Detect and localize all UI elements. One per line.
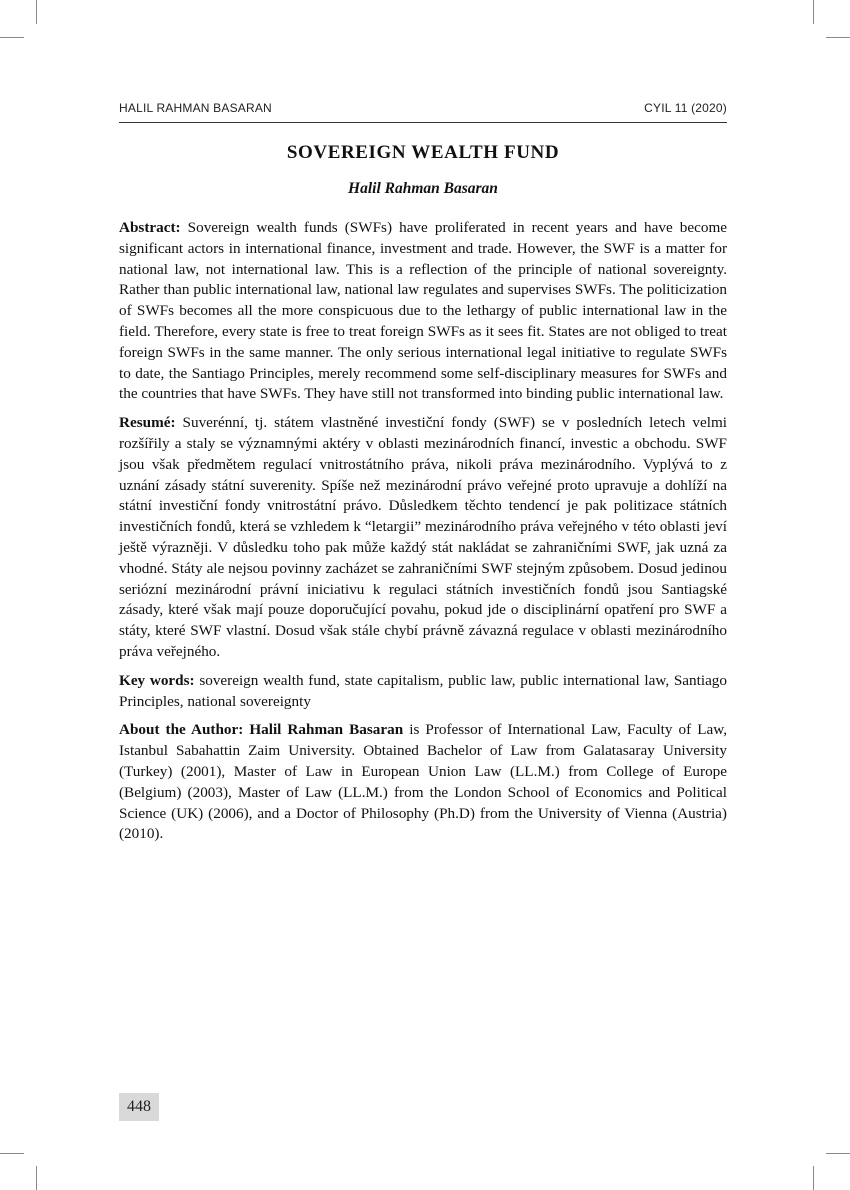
about-author-label: About the Author: Halil Rahman Basaran bbox=[119, 721, 404, 739]
running-header-journal: CYIL 11 (2020) bbox=[644, 101, 727, 115]
crop-mark-top-left-v bbox=[36, 0, 37, 24]
about-author-paragraph bbox=[119, 720, 727, 845]
keywords-text: sovereign wealth fund, state capitalism, public law, public international law, Santiago Principles, national sovereignty bbox=[119, 671, 727, 710]
running-header-author: HALIL RAHMAN BASARAN bbox=[119, 101, 272, 115]
crop-mark-bottom-left-h bbox=[0, 1153, 24, 1154]
crop-mark-top-right-h bbox=[826, 37, 850, 38]
crop-mark-bottom-right-h bbox=[826, 1153, 850, 1154]
crop-mark-top-left-h bbox=[0, 37, 24, 38]
abstract-text: Sovereign wealth funds (SWFs) have proliferated in recent years and have become significant actors in international finance, investment and trade. However, the SWF is a matter for national law, not international law. This is a reflection of the principle of national sovereignty. Rather than public international law, national law regulates and supervises SWFs. The politicization of SWFs becomes all the more conspicuous due to the lethargy of public international law in the field. Therefore, every state is free to treat foreign SWFs as it sees fit. States are not obliged to treat foreign SWFs in the same manner. The only serious international legal initiative to regulate SWFs to date, the Santiago Principles, merely recommend some self-disciplinary measures for SWFs and the countries that have SWFs. They have still not transformed into binding public international law. bbox=[119, 219, 728, 403]
page-number: 448 bbox=[119, 1093, 159, 1121]
keywords-paragraph bbox=[119, 671, 727, 713]
article-body bbox=[119, 218, 727, 853]
abstract-paragraph bbox=[119, 218, 727, 405]
keywords-label: Key words: bbox=[119, 671, 195, 689]
crop-mark-bottom-left-v bbox=[36, 1166, 37, 1190]
crop-mark-top-right-v bbox=[813, 0, 814, 24]
header-rule bbox=[119, 122, 727, 123]
resume-label: Resumé: bbox=[119, 414, 176, 432]
about-author-text: is Professor of International Law, Faculty of Law, Istanbul Sabahattin Zaim University. Obtained Bachelor of Law from Galatasaray University (Turkey) (2001), Master of Law in European Union Law (LL.M.) from College of Europe (Belgium) (2003), Master of Law (LL.M.) from the London School of Economics and Political Science (UK) (2006), and a Doctor of Philosophy (Ph.D) from the University of Vienna (Austria) (2010). bbox=[119, 721, 728, 843]
article-author: Halil Rahman Basaran bbox=[348, 180, 498, 197]
resume-text: Suverénní, tj. státem vlastněné investiční fondy (SWF) se v posledních letech velmi rozšířily a staly se významnými aktéry v oblasti mezinárodních financí, investic a obchodu. SWF jsou však předmětem regulací vnitrostátního práva, nikoli práva mezinárodního. Vyplývá to z uznání zásady státní suverenity. Spíše než mezinárodní právo veřejné proto upravuje a dohlíží na státní investiční fondy vnitrostátní právo. Důsledkem těchto tendencí je pak politizace státních investičních fondů, která se vzhledem k “letargii” mezinárodního práva veřejného v této oblasti jeví ještě výrazněji. V důsledku toho pak může každý stát nakládat se zahraničními SWF, jak uzná za vhodné. Státy ale nejsou povinny zacházet se zahraničními SWF stejným způsobem. Dosud jedinou seriózní mezinárodní právní iniciativu k regulaci státních investičních fondů jsou Santiagské zásady, které však mají pouze doporučující povahu, pokud jde o disciplinární opatření pro SWF a státy, které SWF vlastní. Dosud však stále chybí právně závazná regulace v oblasti mezinárodního práva veřejného. bbox=[119, 414, 728, 660]
crop-mark-bottom-right-v bbox=[813, 1166, 814, 1190]
abstract-label: Abstract: bbox=[119, 219, 181, 236]
running-header bbox=[119, 101, 727, 121]
article-title: SOVEREIGN WEALTH FUND bbox=[286, 142, 560, 163]
resume-paragraph bbox=[119, 413, 727, 663]
